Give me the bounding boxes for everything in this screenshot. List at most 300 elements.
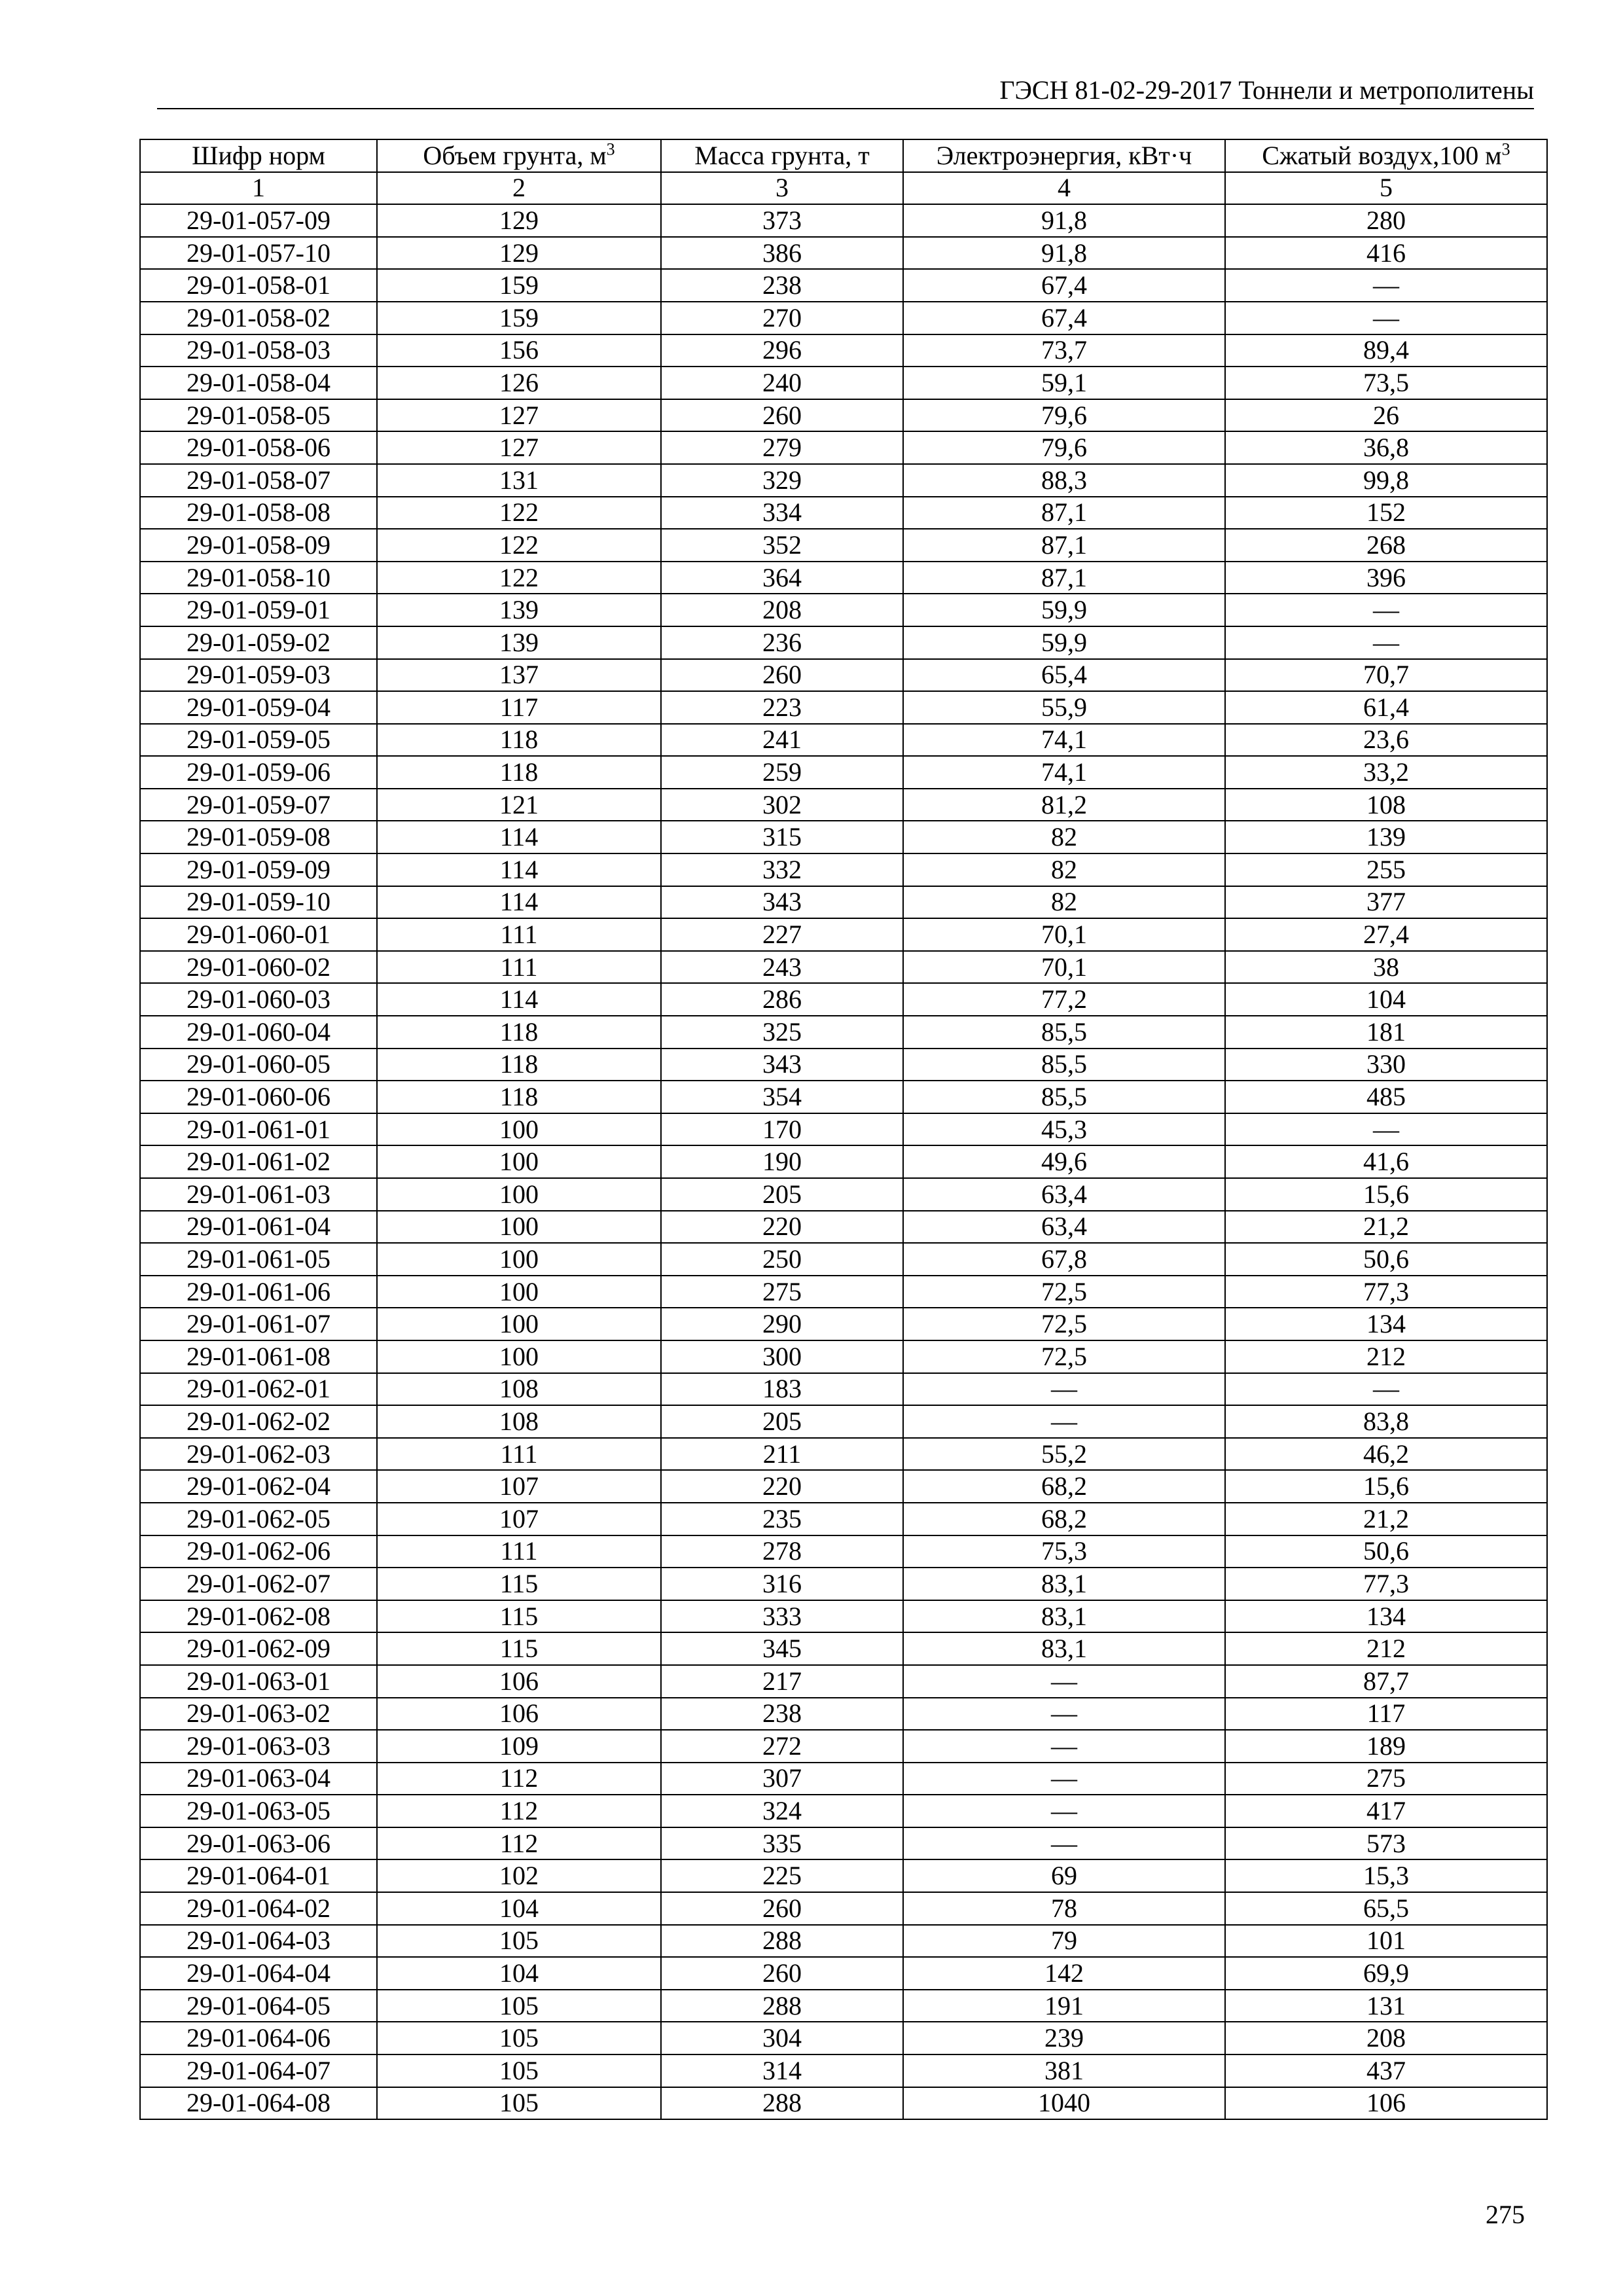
soil-volume-cell: 122 bbox=[377, 497, 661, 529]
soil-mass-cell: 260 bbox=[661, 659, 903, 692]
norm-code-cell: 29-01-062-08 bbox=[140, 1600, 377, 1633]
soil-volume-cell: 127 bbox=[377, 399, 661, 432]
compressed-air-cell: — bbox=[1225, 1113, 1547, 1146]
norm-code-cell: 29-01-058-09 bbox=[140, 529, 377, 562]
soil-volume-cell: 129 bbox=[377, 237, 661, 270]
soil-volume-cell: 100 bbox=[377, 1211, 661, 1244]
soil-mass-cell: 238 bbox=[661, 1698, 903, 1731]
soil-volume-cell: 118 bbox=[377, 1049, 661, 1081]
soil-volume-cell: 114 bbox=[377, 886, 661, 919]
compressed-air-cell: 255 bbox=[1225, 853, 1547, 886]
table-row bbox=[140, 2087, 1547, 2120]
soil-mass-cell: 205 bbox=[661, 1405, 903, 1438]
electricity-cell: 87,1 bbox=[903, 562, 1225, 594]
soil-volume-cell: 111 bbox=[377, 1438, 661, 1471]
electricity-cell: 142 bbox=[903, 1957, 1225, 1990]
electricity-cell: 83,1 bbox=[903, 1600, 1225, 1633]
column-header: Электроэнергия, кВт·ч bbox=[903, 139, 1225, 172]
electricity-cell: 87,1 bbox=[903, 529, 1225, 562]
electricity-cell: — bbox=[903, 1795, 1225, 1827]
norm-code-cell: 29-01-058-04 bbox=[140, 367, 377, 399]
table-row bbox=[140, 399, 1547, 432]
soil-volume-cell: 107 bbox=[377, 1503, 661, 1535]
table-row bbox=[140, 1373, 1547, 1406]
norm-code-cell: 29-01-058-07 bbox=[140, 464, 377, 497]
soil-volume-cell: 111 bbox=[377, 951, 661, 984]
compressed-air-cell: 99,8 bbox=[1225, 464, 1547, 497]
compressed-air-cell: 189 bbox=[1225, 1730, 1547, 1763]
electricity-cell: 82 bbox=[903, 853, 1225, 886]
column-header: Шифр норм bbox=[140, 139, 377, 172]
norm-code-cell: 29-01-059-10 bbox=[140, 886, 377, 919]
table-row bbox=[140, 204, 1547, 237]
table-row bbox=[140, 1892, 1547, 1925]
norm-code-cell: 29-01-060-04 bbox=[140, 1016, 377, 1049]
electricity-cell: 68,2 bbox=[903, 1470, 1225, 1503]
electricity-cell: 85,5 bbox=[903, 1049, 1225, 1081]
compressed-air-cell: 50,6 bbox=[1225, 1243, 1547, 1276]
compressed-air-cell: 330 bbox=[1225, 1049, 1547, 1081]
soil-mass-cell: 290 bbox=[661, 1308, 903, 1340]
norm-code-cell: 29-01-058-01 bbox=[140, 269, 377, 302]
compressed-air-cell: 27,4 bbox=[1225, 918, 1547, 951]
soil-mass-cell: 373 bbox=[661, 204, 903, 237]
electricity-cell: 239 bbox=[903, 2022, 1225, 2054]
norm-code-cell: 29-01-058-10 bbox=[140, 562, 377, 594]
soil-volume-cell: 111 bbox=[377, 1535, 661, 1568]
soil-volume-cell: 106 bbox=[377, 1665, 661, 1698]
norm-code-cell: 29-01-062-05 bbox=[140, 1503, 377, 1535]
compressed-air-cell: 212 bbox=[1225, 1340, 1547, 1373]
table-row bbox=[140, 1308, 1547, 1340]
electricity-cell: 72,5 bbox=[903, 1308, 1225, 1340]
compressed-air-cell: 33,2 bbox=[1225, 756, 1547, 789]
compressed-air-cell: — bbox=[1225, 302, 1547, 334]
soil-volume-cell: 122 bbox=[377, 562, 661, 594]
soil-mass-cell: 302 bbox=[661, 789, 903, 821]
table-row bbox=[140, 1081, 1547, 1113]
norm-code-cell: 29-01-060-03 bbox=[140, 983, 377, 1016]
compressed-air-cell: 377 bbox=[1225, 886, 1547, 919]
norm-code-cell: 29-01-059-01 bbox=[140, 594, 377, 626]
soil-volume-cell: 139 bbox=[377, 594, 661, 626]
soil-volume-cell: 105 bbox=[377, 1925, 661, 1958]
compressed-air-cell: 21,2 bbox=[1225, 1503, 1547, 1535]
soil-volume-cell: 112 bbox=[377, 1763, 661, 1795]
norm-code-cell: 29-01-061-02 bbox=[140, 1145, 377, 1178]
soil-mass-cell: 223 bbox=[661, 691, 903, 724]
compressed-air-cell: 268 bbox=[1225, 529, 1547, 562]
table-row bbox=[140, 334, 1547, 367]
compressed-air-cell: 485 bbox=[1225, 1081, 1547, 1113]
norm-code-cell: 29-01-063-04 bbox=[140, 1763, 377, 1795]
soil-volume-cell: 100 bbox=[377, 1113, 661, 1146]
soil-mass-cell: 279 bbox=[661, 431, 903, 464]
soil-mass-cell: 307 bbox=[661, 1763, 903, 1795]
soil-mass-cell: 325 bbox=[661, 1016, 903, 1049]
table-row bbox=[140, 821, 1547, 853]
compressed-air-cell: 396 bbox=[1225, 562, 1547, 594]
electricity-cell: — bbox=[903, 1730, 1225, 1763]
soil-mass-cell: 343 bbox=[661, 1049, 903, 1081]
soil-volume-cell: 159 bbox=[377, 302, 661, 334]
column-number: 1 bbox=[140, 172, 377, 205]
norms-table bbox=[139, 139, 1548, 2120]
table-row bbox=[140, 367, 1547, 399]
page-number: 275 bbox=[1486, 2200, 1525, 2229]
compressed-air-cell: 417 bbox=[1225, 1795, 1547, 1827]
column-header: Объем грунта, $м^3$ bbox=[377, 139, 661, 172]
norm-code-cell: 29-01-060-06 bbox=[140, 1081, 377, 1113]
compressed-air-cell: 117 bbox=[1225, 1698, 1547, 1731]
norm-code-cell: 29-01-059-04 bbox=[140, 691, 377, 724]
column-header: Масса грунта, т bbox=[661, 139, 903, 172]
table-row bbox=[140, 1470, 1547, 1503]
compressed-air-cell: 212 bbox=[1225, 1632, 1547, 1665]
electricity-cell: 79,6 bbox=[903, 431, 1225, 464]
norm-code-cell: 29-01-063-03 bbox=[140, 1730, 377, 1763]
compressed-air-cell: 87,7 bbox=[1225, 1665, 1547, 1698]
table-row bbox=[140, 789, 1547, 821]
electricity-cell: 81,2 bbox=[903, 789, 1225, 821]
electricity-cell: 85,5 bbox=[903, 1016, 1225, 1049]
header-rule bbox=[157, 108, 1534, 109]
compressed-air-cell: 15,6 bbox=[1225, 1178, 1547, 1211]
soil-volume-cell: 105 bbox=[377, 2087, 661, 2120]
column-number: 2 bbox=[377, 172, 661, 205]
soil-volume-cell: 100 bbox=[377, 1243, 661, 1276]
column-number: 4 bbox=[903, 172, 1225, 205]
compressed-air-cell: 83,8 bbox=[1225, 1405, 1547, 1438]
compressed-air-cell: 73,5 bbox=[1225, 367, 1547, 399]
compressed-air-cell: — bbox=[1225, 269, 1547, 302]
compressed-air-cell: — bbox=[1225, 594, 1547, 626]
electricity-cell: 77,2 bbox=[903, 983, 1225, 1016]
norm-code-cell: 29-01-062-04 bbox=[140, 1470, 377, 1503]
table-row bbox=[140, 1211, 1547, 1244]
compressed-air-cell: 437 bbox=[1225, 2054, 1547, 2087]
norm-code-cell: 29-01-058-03 bbox=[140, 334, 377, 367]
soil-volume-cell: 114 bbox=[377, 821, 661, 853]
norm-code-cell: 29-01-064-04 bbox=[140, 1957, 377, 1990]
soil-mass-cell: 316 bbox=[661, 1568, 903, 1600]
electricity-cell: 82 bbox=[903, 821, 1225, 853]
norm-code-cell: 29-01-059-05 bbox=[140, 724, 377, 757]
electricity-cell: 191 bbox=[903, 1990, 1225, 2022]
table-row bbox=[140, 1925, 1547, 1958]
soil-volume-cell: 112 bbox=[377, 1795, 661, 1827]
table-row bbox=[140, 1763, 1547, 1795]
electricity-cell: 79,6 bbox=[903, 399, 1225, 432]
table-row bbox=[140, 659, 1547, 692]
electricity-cell: — bbox=[903, 1763, 1225, 1795]
norm-code-cell: 29-01-061-05 bbox=[140, 1243, 377, 1276]
soil-volume-cell: 115 bbox=[377, 1568, 661, 1600]
table-row bbox=[140, 918, 1547, 951]
norm-code-cell: 29-01-059-09 bbox=[140, 853, 377, 886]
norm-code-cell: 29-01-057-10 bbox=[140, 237, 377, 270]
soil-mass-cell: 208 bbox=[661, 594, 903, 626]
compressed-air-cell: — bbox=[1225, 626, 1547, 659]
norm-code-cell: 29-01-064-02 bbox=[140, 1892, 377, 1925]
table-row bbox=[140, 724, 1547, 757]
norm-code-cell: 29-01-059-03 bbox=[140, 659, 377, 692]
electricity-cell: — bbox=[903, 1665, 1225, 1698]
compressed-air-cell: 77,3 bbox=[1225, 1568, 1547, 1600]
norm-code-cell: 29-01-062-01 bbox=[140, 1373, 377, 1406]
soil-volume-cell: 114 bbox=[377, 983, 661, 1016]
compressed-air-cell: 573 bbox=[1225, 1827, 1547, 1860]
compressed-air-cell: 106 bbox=[1225, 2087, 1547, 2120]
electricity-cell: 85,5 bbox=[903, 1081, 1225, 1113]
soil-volume-cell: 126 bbox=[377, 367, 661, 399]
electricity-cell: 55,9 bbox=[903, 691, 1225, 724]
table-row bbox=[140, 1730, 1547, 1763]
soil-volume-cell: 131 bbox=[377, 464, 661, 497]
norm-code-cell: 29-01-059-06 bbox=[140, 756, 377, 789]
soil-volume-cell: 127 bbox=[377, 431, 661, 464]
soil-volume-cell: 105 bbox=[377, 2022, 661, 2054]
compressed-air-cell: 77,3 bbox=[1225, 1276, 1547, 1308]
soil-volume-cell: 100 bbox=[377, 1308, 661, 1340]
norm-code-cell: 29-01-061-03 bbox=[140, 1178, 377, 1211]
table-row bbox=[140, 1178, 1547, 1211]
soil-mass-cell: 329 bbox=[661, 464, 903, 497]
soil-volume-cell: 100 bbox=[377, 1276, 661, 1308]
compressed-air-cell: 104 bbox=[1225, 983, 1547, 1016]
soil-mass-cell: 270 bbox=[661, 302, 903, 334]
norm-code-cell: 29-01-064-03 bbox=[140, 1925, 377, 1958]
table-row bbox=[140, 1503, 1547, 1535]
electricity-cell: 72,5 bbox=[903, 1276, 1225, 1308]
norm-code-cell: 29-01-063-02 bbox=[140, 1698, 377, 1731]
soil-mass-cell: 220 bbox=[661, 1470, 903, 1503]
soil-mass-cell: 334 bbox=[661, 497, 903, 529]
compressed-air-cell: 15,3 bbox=[1225, 1859, 1547, 1892]
compressed-air-cell: 23,6 bbox=[1225, 724, 1547, 757]
compressed-air-cell: 181 bbox=[1225, 1016, 1547, 1049]
norm-code-cell: 29-01-059-07 bbox=[140, 789, 377, 821]
soil-volume-cell: 108 bbox=[377, 1405, 661, 1438]
electricity-cell: 68,2 bbox=[903, 1503, 1225, 1535]
soil-volume-cell: 109 bbox=[377, 1730, 661, 1763]
compressed-air-cell: 275 bbox=[1225, 1763, 1547, 1795]
table-row bbox=[140, 886, 1547, 919]
soil-mass-cell: 288 bbox=[661, 1925, 903, 1958]
soil-volume-cell: 159 bbox=[377, 269, 661, 302]
soil-mass-cell: 260 bbox=[661, 399, 903, 432]
soil-mass-cell: 238 bbox=[661, 269, 903, 302]
norm-code-cell: 29-01-064-06 bbox=[140, 2022, 377, 2054]
soil-mass-cell: 278 bbox=[661, 1535, 903, 1568]
soil-volume-cell: 100 bbox=[377, 1145, 661, 1178]
compressed-air-cell: 50,6 bbox=[1225, 1535, 1547, 1568]
norm-code-cell: 29-01-059-08 bbox=[140, 821, 377, 853]
compressed-air-cell: 89,4 bbox=[1225, 334, 1547, 367]
electricity-cell: 91,8 bbox=[903, 237, 1225, 270]
table-row bbox=[140, 1859, 1547, 1892]
soil-volume-cell: 114 bbox=[377, 853, 661, 886]
electricity-cell: 69 bbox=[903, 1859, 1225, 1892]
soil-mass-cell: 304 bbox=[661, 2022, 903, 2054]
soil-mass-cell: 300 bbox=[661, 1340, 903, 1373]
soil-mass-cell: 183 bbox=[661, 1373, 903, 1406]
table-row bbox=[140, 497, 1547, 529]
norm-code-cell: 29-01-064-01 bbox=[140, 1859, 377, 1892]
soil-mass-cell: 364 bbox=[661, 562, 903, 594]
norm-code-cell: 29-01-059-02 bbox=[140, 626, 377, 659]
table-row bbox=[140, 1600, 1547, 1633]
electricity-cell: 67,8 bbox=[903, 1243, 1225, 1276]
table-row bbox=[140, 1990, 1547, 2022]
soil-mass-cell: 250 bbox=[661, 1243, 903, 1276]
table-row bbox=[140, 2022, 1547, 2054]
soil-volume-cell: 137 bbox=[377, 659, 661, 692]
compressed-air-cell: 152 bbox=[1225, 497, 1547, 529]
soil-volume-cell: 102 bbox=[377, 1859, 661, 1892]
soil-volume-cell: 105 bbox=[377, 1990, 661, 2022]
soil-mass-cell: 332 bbox=[661, 853, 903, 886]
compressed-air-cell: 61,4 bbox=[1225, 691, 1547, 724]
compressed-air-cell: 38 bbox=[1225, 951, 1547, 984]
compressed-air-cell: 108 bbox=[1225, 789, 1547, 821]
electricity-cell: 73,7 bbox=[903, 334, 1225, 367]
soil-mass-cell: 227 bbox=[661, 918, 903, 951]
table-row bbox=[140, 594, 1547, 626]
table-row bbox=[140, 1827, 1547, 1860]
compressed-air-cell: 416 bbox=[1225, 237, 1547, 270]
soil-volume-cell: 105 bbox=[377, 2054, 661, 2087]
electricity-cell: 75,3 bbox=[903, 1535, 1225, 1568]
norm-code-cell: 29-01-061-01 bbox=[140, 1113, 377, 1146]
soil-volume-cell: 118 bbox=[377, 1081, 661, 1113]
compressed-air-cell: 36,8 bbox=[1225, 431, 1547, 464]
column-header-row bbox=[140, 139, 1547, 172]
norm-code-cell: 29-01-058-08 bbox=[140, 497, 377, 529]
norm-code-cell: 29-01-062-03 bbox=[140, 1438, 377, 1471]
soil-mass-cell: 314 bbox=[661, 2054, 903, 2087]
column-number-row bbox=[140, 172, 1547, 205]
table-row bbox=[140, 983, 1547, 1016]
table-row bbox=[140, 1405, 1547, 1438]
compressed-air-cell: 139 bbox=[1225, 821, 1547, 853]
table-row bbox=[140, 1438, 1547, 1471]
electricity-cell: 67,4 bbox=[903, 302, 1225, 334]
soil-mass-cell: 335 bbox=[661, 1827, 903, 1860]
soil-mass-cell: 225 bbox=[661, 1859, 903, 1892]
norm-code-cell: 29-01-061-06 bbox=[140, 1276, 377, 1308]
compressed-air-cell: 131 bbox=[1225, 1990, 1547, 2022]
soil-mass-cell: 315 bbox=[661, 821, 903, 853]
electricity-cell: 59,9 bbox=[903, 594, 1225, 626]
electricity-cell: 63,4 bbox=[903, 1178, 1225, 1211]
table-row bbox=[140, 2054, 1547, 2087]
norm-code-cell: 29-01-062-07 bbox=[140, 1568, 377, 1600]
table-row bbox=[140, 237, 1547, 270]
soil-mass-cell: 275 bbox=[661, 1276, 903, 1308]
electricity-cell: — bbox=[903, 1373, 1225, 1406]
electricity-cell: 78 bbox=[903, 1892, 1225, 1925]
soil-mass-cell: 217 bbox=[661, 1665, 903, 1698]
soil-volume-cell: 100 bbox=[377, 1340, 661, 1373]
table-row bbox=[140, 1145, 1547, 1178]
electricity-cell: 381 bbox=[903, 2054, 1225, 2087]
norm-code-cell: 29-01-061-04 bbox=[140, 1211, 377, 1244]
table-row bbox=[140, 626, 1547, 659]
table-row bbox=[140, 1535, 1547, 1568]
soil-mass-cell: 386 bbox=[661, 237, 903, 270]
soil-mass-cell: 286 bbox=[661, 983, 903, 1016]
soil-mass-cell: 354 bbox=[661, 1081, 903, 1113]
soil-volume-cell: 122 bbox=[377, 529, 661, 562]
soil-mass-cell: 324 bbox=[661, 1795, 903, 1827]
soil-mass-cell: 343 bbox=[661, 886, 903, 919]
electricity-cell: 87,1 bbox=[903, 497, 1225, 529]
soil-volume-cell: 156 bbox=[377, 334, 661, 367]
electricity-cell: 49,6 bbox=[903, 1145, 1225, 1178]
electricity-cell: — bbox=[903, 1405, 1225, 1438]
table-row bbox=[140, 756, 1547, 789]
norm-code-cell: 29-01-057-09 bbox=[140, 204, 377, 237]
table-row bbox=[140, 1568, 1547, 1600]
norm-code-cell: 29-01-060-01 bbox=[140, 918, 377, 951]
soil-mass-cell: 205 bbox=[661, 1178, 903, 1211]
compressed-air-cell: 65,5 bbox=[1225, 1892, 1547, 1925]
soil-volume-cell: 139 bbox=[377, 626, 661, 659]
soil-volume-cell: 115 bbox=[377, 1600, 661, 1633]
table-row bbox=[140, 562, 1547, 594]
table-row bbox=[140, 1276, 1547, 1308]
compressed-air-cell: 134 bbox=[1225, 1600, 1547, 1633]
soil-mass-cell: 235 bbox=[661, 1503, 903, 1535]
table-row bbox=[140, 1698, 1547, 1731]
soil-mass-cell: 260 bbox=[661, 1957, 903, 1990]
electricity-cell: 74,1 bbox=[903, 756, 1225, 789]
electricity-cell: — bbox=[903, 1698, 1225, 1731]
soil-mass-cell: 260 bbox=[661, 1892, 903, 1925]
soil-mass-cell: 220 bbox=[661, 1211, 903, 1244]
soil-mass-cell: 170 bbox=[661, 1113, 903, 1146]
soil-volume-cell: 118 bbox=[377, 756, 661, 789]
soil-volume-cell: 108 bbox=[377, 1373, 661, 1406]
table-row bbox=[140, 529, 1547, 562]
compressed-air-cell: 101 bbox=[1225, 1925, 1547, 1958]
table-row bbox=[140, 853, 1547, 886]
soil-mass-cell: 211 bbox=[661, 1438, 903, 1471]
norm-code-cell: 29-01-062-06 bbox=[140, 1535, 377, 1568]
soil-volume-cell: 129 bbox=[377, 204, 661, 237]
norm-code-cell: 29-01-064-08 bbox=[140, 2087, 377, 2120]
compressed-air-cell: 46,2 bbox=[1225, 1438, 1547, 1471]
norm-code-cell: 29-01-058-02 bbox=[140, 302, 377, 334]
table-row bbox=[140, 269, 1547, 302]
electricity-cell: 1040 bbox=[903, 2087, 1225, 2120]
soil-volume-cell: 104 bbox=[377, 1892, 661, 1925]
electricity-cell: 72,5 bbox=[903, 1340, 1225, 1373]
electricity-cell: 83,1 bbox=[903, 1632, 1225, 1665]
running-header: ГЭСН 81-02-29-2017 Тоннели и метрополитены bbox=[999, 75, 1534, 105]
soil-mass-cell: 243 bbox=[661, 951, 903, 984]
table-row bbox=[140, 431, 1547, 464]
electricity-cell: 79 bbox=[903, 1925, 1225, 1958]
soil-mass-cell: 296 bbox=[661, 334, 903, 367]
electricity-cell: 67,4 bbox=[903, 269, 1225, 302]
norm-code-cell: 29-01-063-06 bbox=[140, 1827, 377, 1860]
norm-code-cell: 29-01-064-07 bbox=[140, 2054, 377, 2087]
compressed-air-cell: 280 bbox=[1225, 204, 1547, 237]
soil-volume-cell: 118 bbox=[377, 1016, 661, 1049]
table-row bbox=[140, 691, 1547, 724]
